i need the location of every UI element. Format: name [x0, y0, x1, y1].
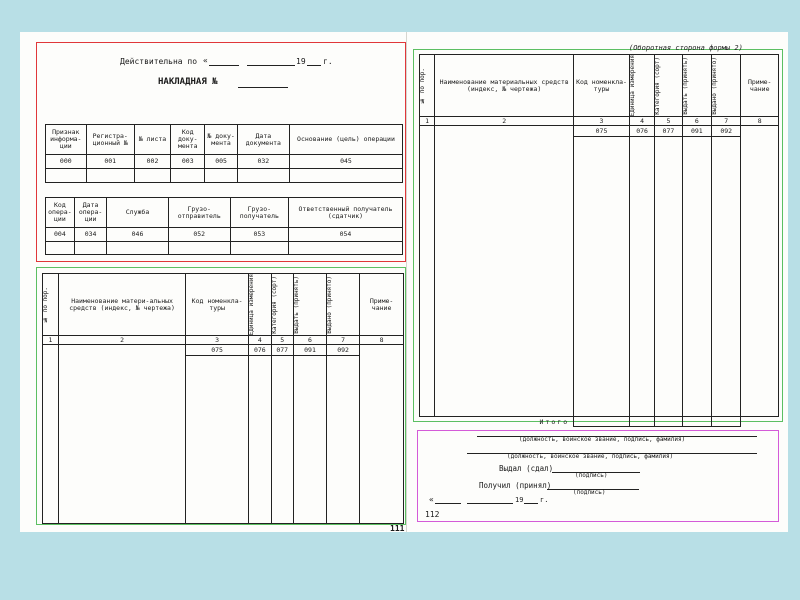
rt-header-2: Код номенкла-туры [574, 55, 630, 117]
t3-num-7: 8 [360, 336, 404, 345]
t3-header-4: Категория (сорт) [270, 275, 278, 334]
t3-code-3: 091 [293, 345, 326, 356]
rt-header-1: Наименование материальных средств (индекс, № чертежа) [435, 55, 574, 117]
t1-header-4: № доку-мента [205, 125, 237, 155]
t3-num-0: 1 [43, 336, 59, 345]
t3-num-1: 2 [59, 336, 186, 345]
date-month-line [467, 503, 513, 504]
signature-caption-2: (должность, воинское звание, подпись, фамилия) [507, 453, 674, 460]
received-label: Получил (принял) [479, 481, 552, 490]
reverse-side-note: (Оборотная сторона формы 2) [629, 44, 743, 52]
valid-until-quote: « [203, 56, 208, 65]
left-page [20, 32, 406, 532]
date-year-line [524, 503, 538, 504]
t1-header-1: Регистра-ционный № [86, 125, 134, 155]
issued-label: Выдал (сдал) [499, 464, 554, 473]
valid-until-suffix: г. [323, 57, 333, 66]
year-line [307, 65, 321, 66]
t3-code-2: 077 [271, 345, 293, 356]
rt-header-4: Категория (сорт) [654, 56, 662, 115]
date-year: 19 [515, 496, 524, 504]
t3-num-5: 6 [293, 336, 326, 345]
t1-header-6: Основание (цель) операции [289, 125, 402, 155]
right-page-number: 112 [425, 510, 440, 519]
received-sign-caption: (подпись) [573, 489, 606, 496]
t2-header-2: Служба [107, 198, 168, 228]
t3-code-4: 092 [327, 345, 360, 356]
t3-num-6: 7 [327, 336, 360, 345]
rt-num-4: 5 [655, 117, 682, 126]
t1-code-3: 003 [171, 155, 205, 169]
t2-code-5: 054 [288, 228, 402, 242]
t1-code-0: 000 [46, 155, 87, 169]
t1-header-0: Признак информа-ции [46, 125, 87, 155]
t1-code-6: 045 [289, 155, 402, 169]
valid-until-year: 19 [296, 57, 306, 66]
t1-code-5: 032 [237, 155, 289, 169]
rt-header-0: № по пор. [419, 67, 426, 104]
right-page [406, 32, 789, 532]
rt-num-1: 2 [435, 117, 574, 126]
rt-code-1: 076 [629, 126, 654, 137]
t2-header-5: Ответственный получатель (сдатчик) [288, 198, 402, 228]
t3-num-4: 5 [271, 336, 293, 345]
t3-header-5: Выдать (принять) [292, 275, 300, 334]
rt-num-3: 4 [629, 117, 654, 126]
left-page-number: 111 [390, 524, 405, 533]
valid-until-label: Действительна по [120, 57, 198, 66]
t3-code-1: 076 [249, 345, 271, 356]
t3-header-6: Выдано (принято) [326, 275, 334, 334]
date-quote: « [429, 495, 434, 504]
rt-header-3: Единица измерения [628, 55, 636, 117]
rt-code-4: 092 [712, 126, 741, 137]
t2-code-4: 053 [230, 228, 288, 242]
t1-header-3: Код доку-мента [171, 125, 205, 155]
rt-num-5: 6 [682, 117, 711, 126]
rt-num-0: 1 [420, 117, 435, 126]
t1-code-4: 005 [205, 155, 237, 169]
rt-code-3: 091 [682, 126, 711, 137]
t2-code-0: 004 [46, 228, 75, 242]
invoice-number-line [238, 87, 288, 88]
month-line [247, 65, 295, 66]
total-label: Итого [539, 417, 570, 426]
rt-num-2: 3 [574, 117, 630, 126]
reverse-items-table [419, 54, 779, 427]
rt-code-0: 075 [574, 126, 630, 137]
items-table [42, 273, 404, 524]
t1-header-5: Дата документа [237, 125, 289, 155]
t3-header-0: № по пор. [42, 286, 49, 323]
t2-header-1: Дата опера-ции [74, 198, 107, 228]
t3-header-3: Единица измерения [248, 274, 256, 336]
t3-header-1: Наименование матери-альных средств (индекс, № чертежа) [59, 274, 186, 336]
t3-num-3: 4 [249, 336, 271, 345]
t2-header-3: Грузо-отправитель [168, 198, 230, 228]
t1-header-2: № листа [134, 125, 170, 155]
t2-header-4: Грузо-получатель [230, 198, 288, 228]
t3-num-2: 3 [186, 336, 249, 345]
t2-header-0: Код опера-ции [46, 198, 75, 228]
t1-code-1: 001 [86, 155, 134, 169]
rt-num-6: 7 [712, 117, 741, 126]
rt-code-2: 077 [655, 126, 682, 137]
signature-caption-1: (должность, воинское звание, подпись, фамилия) [519, 436, 686, 443]
rt-num-7: 8 [741, 117, 779, 126]
header-table-2 [45, 197, 403, 255]
t3-code-0: 075 [186, 345, 249, 356]
t3-header-2: Код номенкла-туры [186, 274, 249, 336]
t3-header-7: Приме-чание [360, 274, 404, 336]
t2-code-3: 052 [168, 228, 230, 242]
date-day-line [435, 503, 461, 504]
invoice-title: НАКЛАДНАЯ № [158, 77, 218, 87]
day-line [209, 65, 239, 66]
rt-header-7: Приме-чание [741, 55, 779, 117]
header-table-1 [45, 124, 403, 183]
rt-header-6: Выдано (принято) [711, 56, 719, 115]
date-suffix: г. [540, 496, 549, 504]
document-scan [20, 32, 788, 532]
t2-code-1: 034 [74, 228, 107, 242]
rt-header-5: Выдать (принять) [681, 56, 689, 115]
t2-code-2: 046 [107, 228, 168, 242]
t1-code-2: 002 [134, 155, 170, 169]
issued-sign-caption: (подпись) [575, 472, 608, 479]
